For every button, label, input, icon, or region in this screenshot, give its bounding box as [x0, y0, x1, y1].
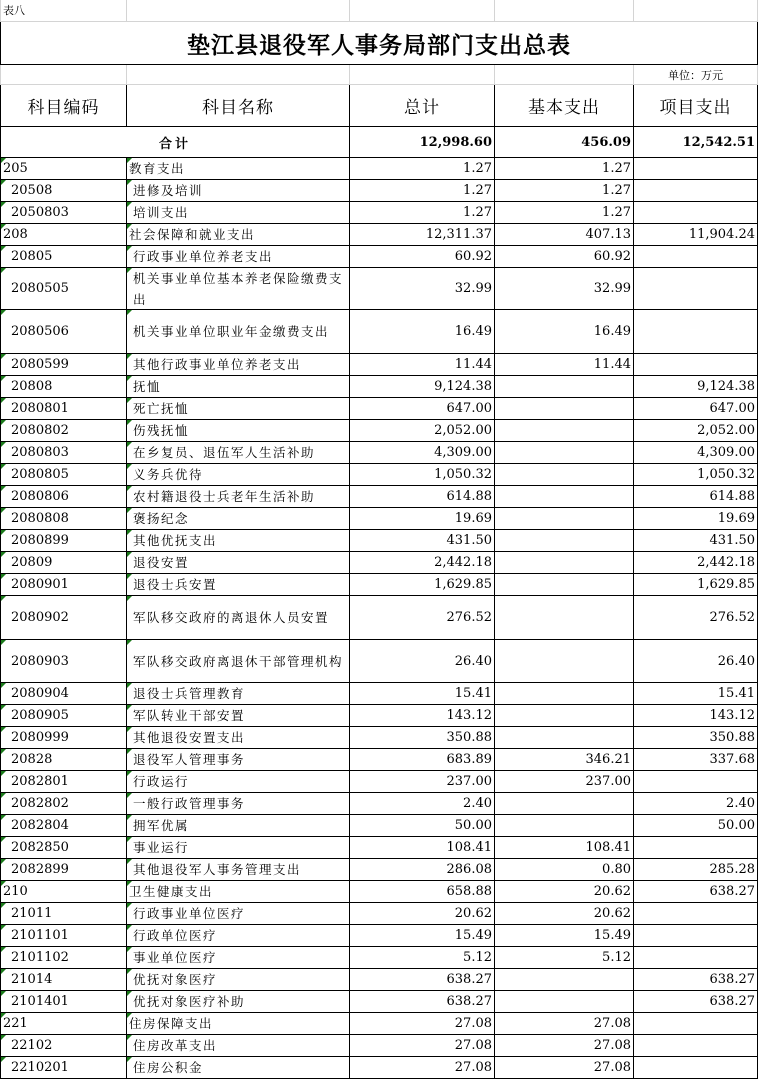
table-row	[0, 530, 758, 552]
name-cell[interactable]: 行政单位医疗	[127, 925, 350, 947]
empty-cell[interactable]	[350, 65, 495, 85]
summary-basic[interactable]: 456.09	[495, 127, 634, 158]
project-cell[interactable]: 15.41	[634, 683, 758, 705]
project-cell[interactable]: 50.00	[634, 815, 758, 837]
code-cell[interactable]: 2080805	[0, 464, 127, 486]
total-cell[interactable]: 638.27	[350, 991, 495, 1013]
unit-row	[0, 65, 758, 85]
total-cell[interactable]: 4,309.00	[350, 442, 495, 464]
code-cell[interactable]: 2080899	[0, 530, 127, 552]
project-cell[interactable]	[634, 268, 758, 310]
name-cell[interactable]: 培训支出	[127, 202, 350, 224]
code-cell[interactable]: 20808	[0, 376, 127, 398]
basic-cell[interactable]: 20.62	[495, 903, 634, 925]
table-row	[0, 202, 758, 224]
code-cell[interactable]: 2082802	[0, 793, 127, 815]
name-cell[interactable]: 其他优抚支出	[127, 530, 350, 552]
total-cell[interactable]: 32.99	[350, 268, 495, 310]
basic-cell[interactable]	[495, 727, 634, 749]
project-cell[interactable]	[634, 310, 758, 354]
basic-cell[interactable]	[495, 683, 634, 705]
basic-cell[interactable]: 407.13	[495, 224, 634, 246]
name-cell[interactable]: 行政运行	[127, 771, 350, 793]
empty-cell[interactable]	[495, 65, 634, 85]
empty-cell[interactable]	[495, 0, 634, 22]
project-cell[interactable]	[634, 1035, 758, 1057]
code-cell[interactable]: 2101101	[0, 925, 127, 947]
code-cell[interactable]: 21011	[0, 903, 127, 925]
name-cell[interactable]: 抚恤	[127, 376, 350, 398]
name-cell[interactable]: 机关事业单位基本养老保险缴费支出	[127, 268, 350, 310]
name-cell[interactable]: 死亡抚恤	[127, 398, 350, 420]
code-cell[interactable]: 2080903	[0, 640, 127, 683]
basic-cell[interactable]: 27.08	[495, 1057, 634, 1079]
total-cell[interactable]: 276.52	[350, 596, 495, 640]
name-cell[interactable]: 义务兵优待	[127, 464, 350, 486]
table-row	[0, 705, 758, 727]
code-cell[interactable]: 2080505	[0, 268, 127, 310]
total-cell[interactable]: 27.08	[350, 1057, 495, 1079]
basic-cell[interactable]	[495, 991, 634, 1013]
total-cell[interactable]: 20.62	[350, 903, 495, 925]
project-cell[interactable]	[634, 180, 758, 202]
total-cell[interactable]: 27.08	[350, 1035, 495, 1057]
total-cell[interactable]: 1.27	[350, 180, 495, 202]
code-cell[interactable]: 20828	[0, 749, 127, 771]
project-cell[interactable]	[634, 837, 758, 859]
name-cell[interactable]: 住房改革支出	[127, 1035, 350, 1057]
name-cell[interactable]: 事业单位医疗	[127, 947, 350, 969]
name-cell[interactable]: 教育支出	[127, 158, 350, 180]
name-cell[interactable]: 退役士兵管理教育	[127, 683, 350, 705]
table-tag[interactable]: 表八	[0, 0, 127, 22]
code-cell[interactable]: 2080806	[0, 486, 127, 508]
basic-cell[interactable]	[495, 705, 634, 727]
project-cell[interactable]: 11,904.24	[634, 224, 758, 246]
total-cell[interactable]: 614.88	[350, 486, 495, 508]
table-row	[0, 180, 758, 202]
total-cell[interactable]: 12,311.37	[350, 224, 495, 246]
name-cell[interactable]: 优抚对象医疗补助	[127, 991, 350, 1013]
basic-cell[interactable]	[495, 464, 634, 486]
total-cell[interactable]: 431.50	[350, 530, 495, 552]
project-cell[interactable]	[634, 925, 758, 947]
table-row	[0, 925, 758, 947]
total-cell[interactable]: 1.27	[350, 202, 495, 224]
table-row	[0, 268, 758, 310]
table-row	[0, 596, 758, 640]
code-cell[interactable]: 208	[0, 224, 127, 246]
table-row	[0, 991, 758, 1013]
total-cell[interactable]: 26.40	[350, 640, 495, 683]
table-row	[0, 640, 758, 683]
project-cell[interactable]: 276.52	[634, 596, 758, 640]
table-row	[0, 683, 758, 705]
total-cell[interactable]: 647.00	[350, 398, 495, 420]
name-cell[interactable]: 机关事业单位职业年金缴费支出	[127, 310, 350, 354]
total-cell[interactable]: 2,052.00	[350, 420, 495, 442]
table-row	[0, 552, 758, 574]
name-cell[interactable]: 拥军优属	[127, 815, 350, 837]
project-cell[interactable]: 4,309.00	[634, 442, 758, 464]
code-cell[interactable]: 2080808	[0, 508, 127, 530]
summary-label[interactable]: 合计	[0, 127, 350, 158]
basic-cell[interactable]: 27.08	[495, 1035, 634, 1057]
total-cell[interactable]: 11.44	[350, 354, 495, 376]
basic-cell[interactable]: 237.00	[495, 771, 634, 793]
total-cell[interactable]: 638.27	[350, 969, 495, 991]
basic-cell[interactable]	[495, 398, 634, 420]
code-cell[interactable]: 221	[0, 1013, 127, 1035]
empty-cell[interactable]	[634, 0, 758, 22]
total-cell[interactable]: 60.92	[350, 246, 495, 268]
project-cell[interactable]: 9,124.38	[634, 376, 758, 398]
basic-cell[interactable]: 1.27	[495, 158, 634, 180]
header-row	[0, 85, 758, 127]
project-cell[interactable]: 350.88	[634, 727, 758, 749]
name-cell[interactable]: 伤残抚恤	[127, 420, 350, 442]
header-code[interactable]: 科目编码	[0, 85, 127, 127]
total-cell[interactable]: 19.69	[350, 508, 495, 530]
empty-cell[interactable]	[127, 65, 350, 85]
basic-cell[interactable]: 0.80	[495, 859, 634, 881]
code-cell[interactable]: 2082801	[0, 771, 127, 793]
project-cell[interactable]	[634, 771, 758, 793]
project-cell[interactable]: 337.68	[634, 749, 758, 771]
basic-cell[interactable]	[495, 530, 634, 552]
header-project[interactable]: 项目支出	[634, 85, 758, 127]
basic-cell[interactable]	[495, 596, 634, 640]
project-cell[interactable]: 143.12	[634, 705, 758, 727]
total-cell[interactable]: 1,629.85	[350, 574, 495, 596]
total-cell[interactable]: 1.27	[350, 158, 495, 180]
code-cell[interactable]: 2080904	[0, 683, 127, 705]
table-row	[0, 574, 758, 596]
code-cell[interactable]: 2080802	[0, 420, 127, 442]
project-cell[interactable]: 19.69	[634, 508, 758, 530]
name-cell[interactable]: 其他行政事业单位养老支出	[127, 354, 350, 376]
project-cell[interactable]	[634, 1013, 758, 1035]
project-cell[interactable]: 614.88	[634, 486, 758, 508]
basic-cell[interactable]: 346.21	[495, 749, 634, 771]
tag-row	[0, 0, 758, 22]
table-row	[0, 881, 758, 903]
table-row	[0, 464, 758, 486]
table-row	[0, 793, 758, 815]
name-cell[interactable]: 退役军人管理事务	[127, 749, 350, 771]
project-cell[interactable]	[634, 1057, 758, 1079]
project-cell[interactable]	[634, 246, 758, 268]
table-row	[0, 749, 758, 771]
total-cell[interactable]: 286.08	[350, 859, 495, 881]
basic-cell[interactable]: 16.49	[495, 310, 634, 354]
title-row	[0, 22, 758, 65]
name-cell[interactable]: 一般行政管理事务	[127, 793, 350, 815]
total-cell[interactable]: 27.08	[350, 1013, 495, 1035]
code-cell[interactable]: 21014	[0, 969, 127, 991]
basic-cell[interactable]: 1.27	[495, 202, 634, 224]
total-cell[interactable]: 237.00	[350, 771, 495, 793]
project-cell[interactable]: 2.40	[634, 793, 758, 815]
code-cell[interactable]: 2080599	[0, 354, 127, 376]
project-cell[interactable]	[634, 354, 758, 376]
project-cell[interactable]: 2,052.00	[634, 420, 758, 442]
project-cell[interactable]	[634, 903, 758, 925]
total-cell[interactable]: 9,124.38	[350, 376, 495, 398]
code-cell[interactable]: 2082899	[0, 859, 127, 881]
basic-cell[interactable]: 60.92	[495, 246, 634, 268]
project-cell[interactable]: 26.40	[634, 640, 758, 683]
name-cell[interactable]: 褒扬纪念	[127, 508, 350, 530]
unit-label[interactable]: 单位：万元	[634, 65, 758, 85]
name-cell[interactable]: 社会保障和就业支出	[127, 224, 350, 246]
basic-cell[interactable]	[495, 420, 634, 442]
code-cell[interactable]: 2101401	[0, 991, 127, 1013]
summary-row	[0, 127, 758, 158]
name-cell[interactable]: 住房保障支出	[127, 1013, 350, 1035]
code-cell[interactable]: 2050803	[0, 202, 127, 224]
project-cell[interactable]: 647.00	[634, 398, 758, 420]
code-cell[interactable]: 20809	[0, 552, 127, 574]
basic-cell[interactable]	[495, 793, 634, 815]
basic-cell[interactable]: 1.27	[495, 180, 634, 202]
name-cell[interactable]: 其他退役军人事务管理支出	[127, 859, 350, 881]
table-row	[0, 310, 758, 354]
name-cell[interactable]: 其他退役安置支出	[127, 727, 350, 749]
table-row	[0, 771, 758, 793]
name-cell[interactable]: 农村籍退役士兵老年生活补助	[127, 486, 350, 508]
data-rows	[0, 158, 758, 1079]
basic-cell[interactable]	[495, 552, 634, 574]
basic-cell[interactable]	[495, 574, 634, 596]
basic-cell[interactable]	[495, 815, 634, 837]
name-cell[interactable]: 行政事业单位医疗	[127, 903, 350, 925]
total-cell[interactable]: 5.12	[350, 947, 495, 969]
header-name[interactable]: 科目名称	[127, 85, 350, 127]
name-cell[interactable]: 事业运行	[127, 837, 350, 859]
table-row	[0, 859, 758, 881]
table-row	[0, 376, 758, 398]
basic-cell[interactable]: 11.44	[495, 354, 634, 376]
code-cell[interactable]: 2080902	[0, 596, 127, 640]
name-cell[interactable]: 住房公积金	[127, 1057, 350, 1079]
basic-cell[interactable]: 5.12	[495, 947, 634, 969]
table-row	[0, 398, 758, 420]
name-cell[interactable]: 军队转业干部安置	[127, 705, 350, 727]
name-cell[interactable]: 军队移交政府离退休干部管理机构	[127, 640, 350, 683]
total-cell[interactable]: 1,050.32	[350, 464, 495, 486]
table-row	[0, 837, 758, 859]
total-cell[interactable]: 350.88	[350, 727, 495, 749]
name-cell[interactable]: 卫生健康支出	[127, 881, 350, 903]
project-cell[interactable]: 638.27	[634, 881, 758, 903]
project-cell[interactable]: 638.27	[634, 969, 758, 991]
table-row	[0, 508, 758, 530]
summary-total[interactable]: 12,998.60	[350, 127, 495, 158]
table-row	[0, 158, 758, 180]
table-row	[0, 903, 758, 925]
header-total[interactable]: 总计	[350, 85, 495, 127]
basic-cell[interactable]: 20.62	[495, 881, 634, 903]
table-row	[0, 1013, 758, 1035]
project-cell[interactable]: 1,050.32	[634, 464, 758, 486]
basic-cell[interactable]: 32.99	[495, 268, 634, 310]
code-cell[interactable]: 2080999	[0, 727, 127, 749]
sheet-title[interactable]: 垫江县退役军人事务局部门支出总表	[0, 22, 758, 65]
total-cell[interactable]: 2.40	[350, 793, 495, 815]
basic-cell[interactable]: 108.41	[495, 837, 634, 859]
table-row	[0, 1057, 758, 1079]
empty-cell[interactable]	[127, 0, 350, 22]
total-cell[interactable]: 16.49	[350, 310, 495, 354]
table-row	[0, 727, 758, 749]
code-cell[interactable]: 210	[0, 881, 127, 903]
table-row	[0, 1035, 758, 1057]
project-cell[interactable]: 1,629.85	[634, 574, 758, 596]
code-cell[interactable]: 2080801	[0, 398, 127, 420]
total-cell[interactable]: 108.41	[350, 837, 495, 859]
project-cell[interactable]: 638.27	[634, 991, 758, 1013]
code-cell[interactable]: 22102	[0, 1035, 127, 1057]
code-cell[interactable]: 2080803	[0, 442, 127, 464]
total-cell[interactable]: 658.88	[350, 881, 495, 903]
basic-cell[interactable]	[495, 376, 634, 398]
basic-cell[interactable]	[495, 969, 634, 991]
project-cell[interactable]: 285.28	[634, 859, 758, 881]
total-cell[interactable]: 15.41	[350, 683, 495, 705]
basic-cell[interactable]	[495, 486, 634, 508]
name-cell[interactable]: 退役安置	[127, 552, 350, 574]
code-cell[interactable]: 20805	[0, 246, 127, 268]
total-cell[interactable]: 50.00	[350, 815, 495, 837]
table-row	[0, 815, 758, 837]
basic-cell[interactable]	[495, 508, 634, 530]
project-cell[interactable]	[634, 158, 758, 180]
code-cell[interactable]: 2082804	[0, 815, 127, 837]
table-row	[0, 420, 758, 442]
table-row	[0, 486, 758, 508]
basic-cell[interactable]: 27.08	[495, 1013, 634, 1035]
name-cell[interactable]: 在乡复员、退伍军人生活补助	[127, 442, 350, 464]
basic-cell[interactable]	[495, 640, 634, 683]
table-row	[0, 246, 758, 268]
summary-project[interactable]: 12,542.51	[634, 127, 758, 158]
name-cell[interactable]: 优抚对象医疗	[127, 969, 350, 991]
project-cell[interactable]	[634, 947, 758, 969]
table-row	[0, 947, 758, 969]
table-row	[0, 969, 758, 991]
total-cell[interactable]: 683.89	[350, 749, 495, 771]
total-cell[interactable]: 143.12	[350, 705, 495, 727]
code-cell[interactable]: 2080901	[0, 574, 127, 596]
name-cell[interactable]: 军队移交政府的离退休人员安置	[127, 596, 350, 640]
table-row	[0, 354, 758, 376]
project-cell[interactable]: 431.50	[634, 530, 758, 552]
basic-cell[interactable]: 15.49	[495, 925, 634, 947]
basic-cell[interactable]	[495, 442, 634, 464]
project-cell[interactable]	[634, 202, 758, 224]
code-cell[interactable]: 2082850	[0, 837, 127, 859]
name-cell[interactable]: 退役士兵安置	[127, 574, 350, 596]
total-cell[interactable]: 15.49	[350, 925, 495, 947]
name-cell[interactable]: 行政事业单位养老支出	[127, 246, 350, 268]
name-cell[interactable]: 进修及培训	[127, 180, 350, 202]
table-row	[0, 224, 758, 246]
empty-cell[interactable]	[350, 0, 495, 22]
code-cell[interactable]: 2080506	[0, 310, 127, 354]
table-row	[0, 442, 758, 464]
code-cell[interactable]: 2210201	[0, 1057, 127, 1079]
code-cell[interactable]: 20508	[0, 180, 127, 202]
empty-cell[interactable]	[0, 65, 127, 85]
header-basic[interactable]: 基本支出	[495, 85, 634, 127]
code-cell[interactable]: 2080905	[0, 705, 127, 727]
project-cell[interactable]: 2,442.18	[634, 552, 758, 574]
code-cell[interactable]: 205	[0, 158, 127, 180]
total-cell[interactable]: 2,442.18	[350, 552, 495, 574]
code-cell[interactable]: 2101102	[0, 947, 127, 969]
